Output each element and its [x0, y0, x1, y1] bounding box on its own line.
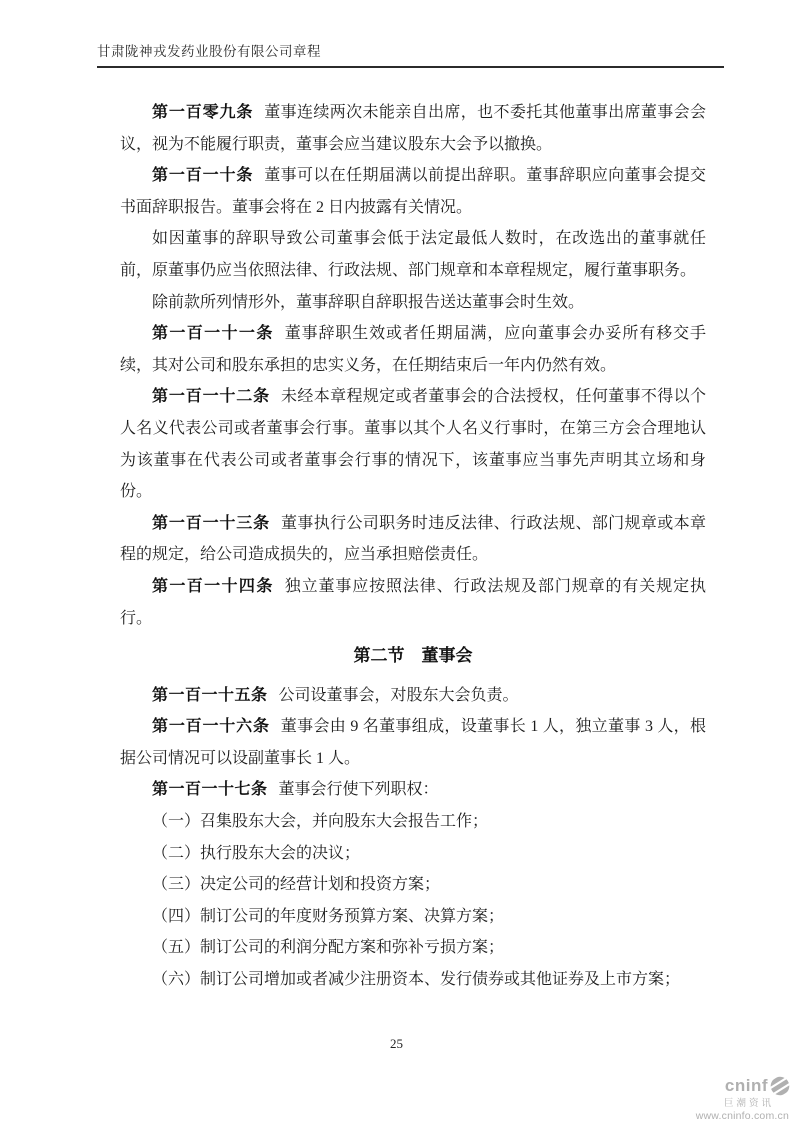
document-body: [120, 97, 706, 996]
article-paragraph: [120, 571, 706, 634]
article-number: 第一百一十二条: [152, 388, 271, 406]
logo-brand-row: [670, 1076, 790, 1096]
header-title: 甘肃陇神戎发药业股份有限公司章程: [97, 44, 321, 59]
page-number: 25: [390, 1036, 403, 1051]
article-paragraph: [120, 711, 706, 774]
list-item: （一）召集股东大会，并向股东大会报告工作；: [152, 813, 489, 831]
article-text: 董事可以在任期届满以前提出辞职。董事辞职应向董事会提交书面辞职报告。董事会将在 2 日内披露有关情况。: [120, 167, 706, 216]
article-text: 未经本章程规定或者董事会的合法授权，任何董事不得以个人名义代表公司或者董事会行事。董事以其个人名义行事时，在第三方会合理地认为该董事在代表公司或者董事会行事的情况下，该董事应当事先声明其立场和身份。: [120, 388, 706, 501]
article-number: 第一百一十七条: [152, 781, 268, 799]
article-number: 第一百一十五条: [152, 686, 268, 704]
paragraph: 如因董事的辞职导致公司董事会低于法定最低人数时，在改选出的董事就任前，原董事仍应当依照法律、行政法规、部门规章和本章程规定，履行董事职务。: [120, 230, 706, 279]
article-text: 董事会由 9 名董事组成，设董事长 1 人，独立董事 3 人，根据公司情况可以设副董事长 1 人。: [120, 718, 706, 767]
article-number: 第一百一十六条: [152, 718, 270, 736]
article-number: 第一百一十一条: [152, 325, 274, 343]
list-item: （三）决定公司的经营计划和投资方案；: [152, 876, 441, 894]
article-paragraph: [120, 774, 706, 806]
list-item: （六）制订公司增加或者减少注册资本、发行债券或其他证券及上市方案；: [152, 971, 681, 989]
article-text: 董事连续两次未能亲自出席，也不委托其他董事出席董事会会议，视为不能履行职责，董事会应当建议股东大会予以撤换。: [120, 104, 706, 153]
list-item: （五）制订公司的利润分配方案和弥补亏损方案；: [152, 939, 505, 957]
article-number: 第一百一十四条: [152, 577, 274, 595]
cninfo-logo: [670, 1076, 790, 1122]
article-paragraph: [120, 160, 706, 223]
article-paragraph: [120, 318, 706, 381]
article-text: 公司设董事会，对股东大会负责。: [278, 686, 519, 704]
list-item: （四）制订公司的年度财务预算方案、决算方案；: [152, 907, 505, 925]
article-text: 独立董事应按照法律、行政法规及部门规章的有关规定执行。: [120, 577, 706, 627]
page-header: [97, 42, 724, 68]
list-item: （二）执行股东大会的决议；: [152, 844, 361, 862]
article-paragraph: [120, 97, 706, 160]
article-number: 第一百一十三条: [152, 514, 271, 532]
logo-url: www.cninfo.com.cn: [695, 1110, 789, 1122]
section-heading: 第二节 董事会: [353, 646, 473, 666]
article-number: 第一百一十条: [152, 167, 254, 185]
article-number: 第一百零九条: [152, 104, 254, 121]
paragraph: 除前款所列情形外，董事辞职自辞职报告送达董事会时生效。: [152, 293, 585, 311]
article-paragraph: [120, 680, 706, 712]
article-text: 董事会行使下列职权：: [278, 781, 439, 799]
logo-chinese-name: 巨潮资讯: [723, 1098, 774, 1109]
article-text: 董事执行公司职务时违反法律、行政法规、部门规章或本章程的规定，给公司造成损失的，应当承担赔偿责任。: [120, 514, 706, 564]
logo-brand-text: cninf: [724, 1076, 768, 1095]
article-paragraph: [120, 381, 706, 507]
cninfo-swirl-icon: [770, 1076, 790, 1096]
article-paragraph: [120, 508, 706, 571]
article-text: 董事辞职生效或者任期届满，应向董事会办妥所有移交手续，其对公司和股东承担的忠实义务，在任期结束后一年内仍然有效。: [120, 325, 706, 374]
